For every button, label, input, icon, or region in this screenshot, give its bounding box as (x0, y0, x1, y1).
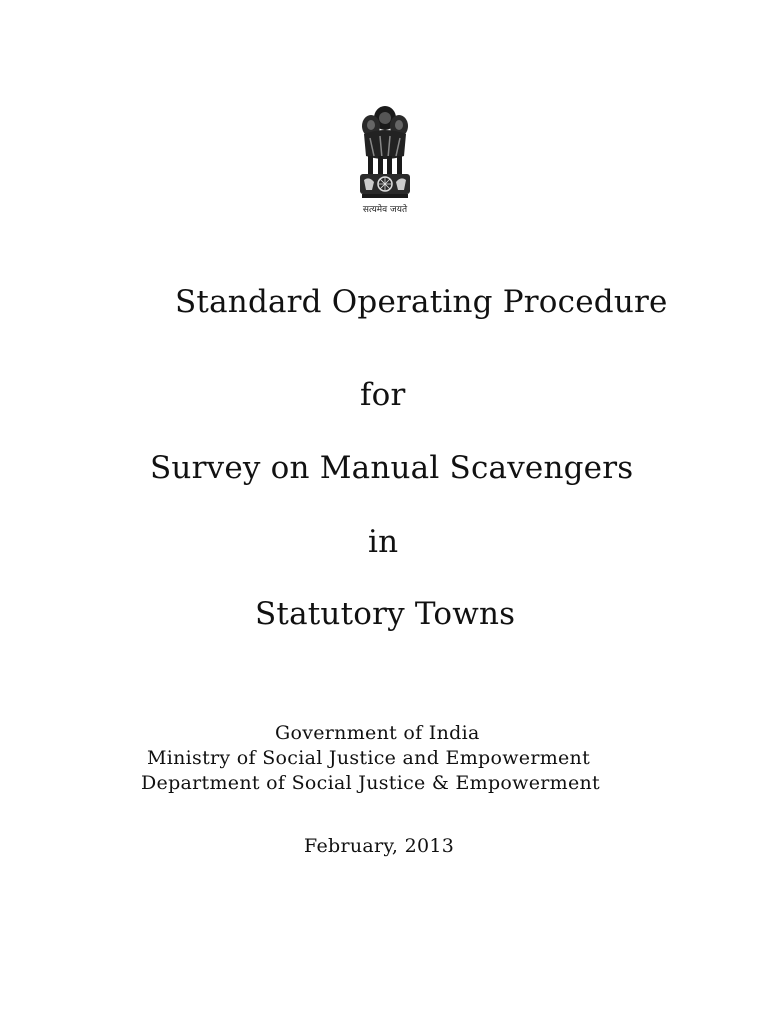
title-line-1: Standard Operating Procedure (175, 284, 668, 320)
publisher-ministry: Ministry of Social Justice and Empowerment (147, 747, 591, 769)
title-line-2: for (360, 377, 406, 413)
title-line-4: in (368, 524, 399, 560)
title-line-3: Survey on Manual Scavengers (150, 450, 634, 486)
emblem-motto: सत्यमेव जयते (362, 205, 408, 215)
title-line-5: Statutory Towns (255, 596, 516, 632)
publisher-government: Government of India (275, 722, 480, 744)
publication-date: February, 2013 (304, 835, 455, 857)
publisher-department: Department of Social Justice & Empowerment (141, 772, 600, 794)
